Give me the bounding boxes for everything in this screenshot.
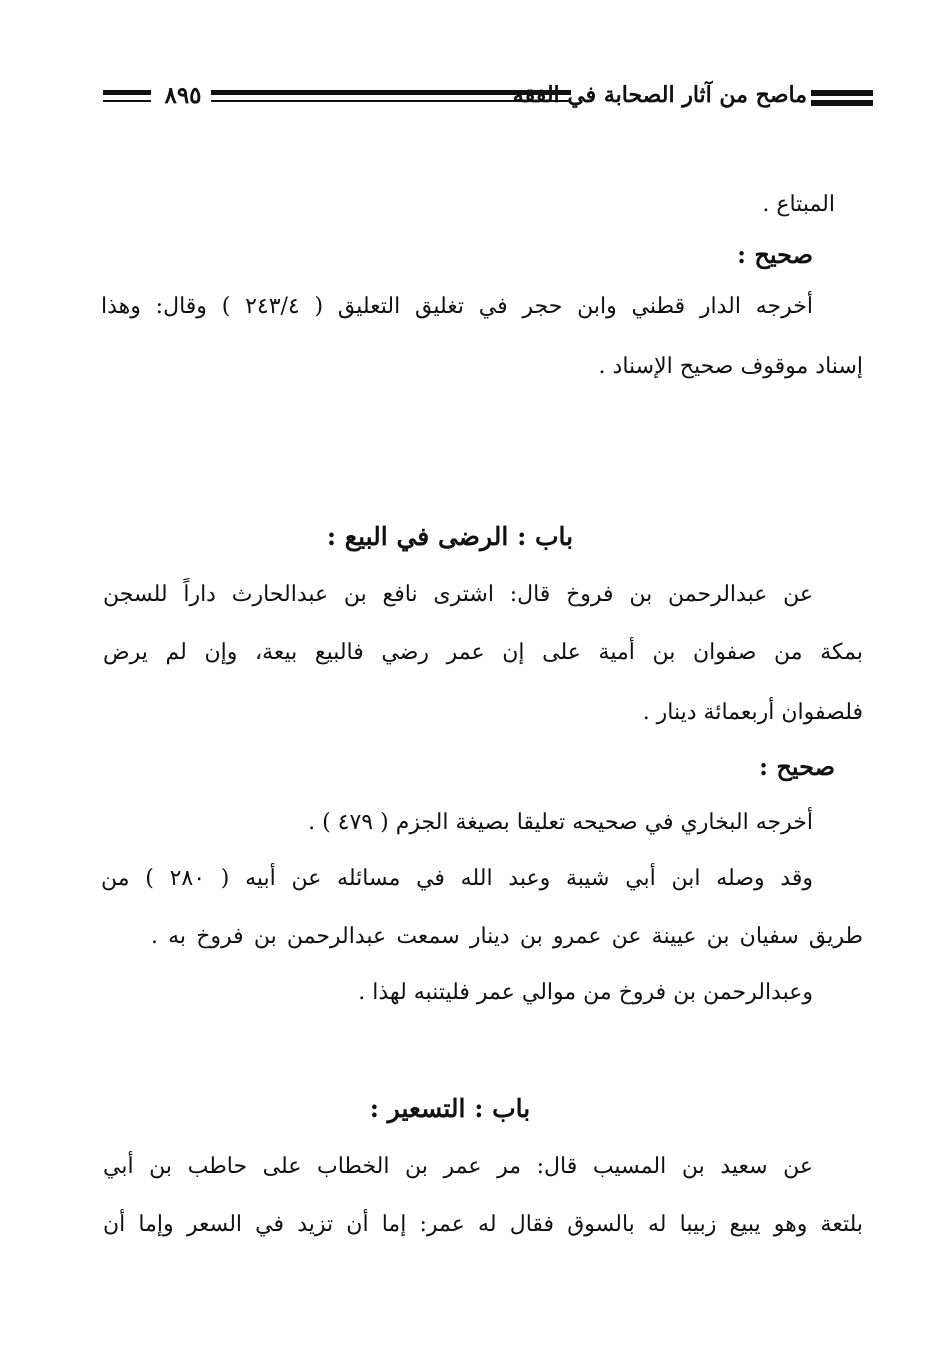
text-line: عن سعيد بن المسيب قال: مر عمر بن الخطاب على حاطب بن أبي	[103, 1154, 813, 1179]
page-header	[103, 82, 873, 114]
text-line: وعبدالرحمن بن فروخ من موالي عمر فليتنبه لهذا .	[358, 980, 813, 1005]
text-line: فلصفوان أربعمائة دينار .	[642, 700, 863, 725]
grading-label: صحيح :	[759, 752, 835, 781]
text-line: المبتاع .	[762, 192, 835, 217]
text-line: بمكة من صفوان بن أمية على إن عمر رضي فالبيع بيعة، وإن لم يرض	[103, 640, 863, 665]
text-line: إسناد موقوف صحيح الإسناد .	[598, 354, 863, 379]
header-rule-right	[811, 90, 873, 106]
text-line: أخرجه الدار قطني وابن حجر في تغليق التعليق ( ٢٤٣/٤ ) وقال: وهذا	[101, 294, 813, 319]
section-heading: باب : الرضى في البيع :	[326, 522, 574, 551]
text-line: وقد وصله ابن أبي شيبة وعبد الله في مسائله عن أبيه ( ٢٨٠ ) من	[101, 866, 813, 891]
text-line: عن عبدالرحمن بن فروخ قال: اشترى نافع بن عبدالحارث داراً للسجن	[103, 582, 813, 607]
text-line: أخرجه البخاري في صحيحه تعليقا بصيغة الجزم ( ٤٧٩ ) .	[308, 810, 813, 835]
running-title: ماصح من آثار الصحابة في الفقه	[512, 82, 807, 108]
header-rule-left	[103, 90, 151, 102]
page-number: ٨٩٥	[164, 82, 202, 109]
text-line: طريق سفيان بن عيينة عن عمرو بن دينار سمعت عبدالرحمن بن فروخ به .	[151, 924, 863, 949]
grading-label: صحيح :	[737, 240, 813, 269]
text-line: بلتعة وهو يبيع زبيبا له بالسوق فقال له عمر: إما أن تزيد في السعر وإما أن	[103, 1212, 863, 1237]
section-heading: باب : التسعير :	[369, 1094, 531, 1123]
